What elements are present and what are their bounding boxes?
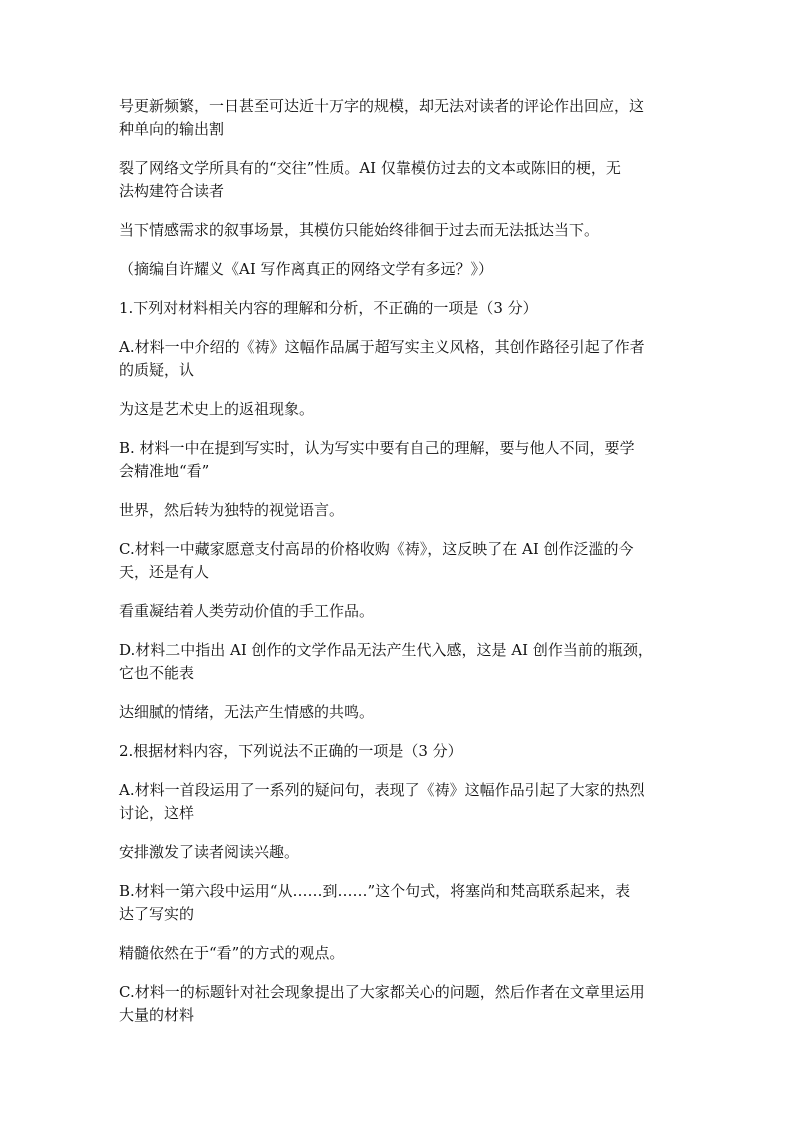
paragraph: [119, 841, 679, 864]
paragraph: [119, 701, 679, 724]
text-line: 当下情感需求的叙事场景，其模仿只能始终徘徊于过去而无法抵达当下。: [119, 221, 600, 239]
text-line: 会精准地“看”: [119, 462, 210, 480]
text-line: A.材料一首段运用了一系列的疑问句，表现了《祷》这幅作品引起了大家的热烈: [119, 781, 645, 799]
text-line: 为这是艺术史上的返祖现象。: [119, 400, 315, 418]
text-line: 看重凝结着人类劳动价值的手工作品。: [119, 602, 375, 620]
text-line: 它也不能表: [119, 664, 195, 682]
document-body: [119, 95, 679, 1043]
paragraph: [119, 740, 679, 763]
paragraph: [119, 600, 679, 623]
text-line: C.材料一中藏家愿意支付高昂的价格收购《祷》，这反映了在 AI 创作泛滥的今: [119, 540, 634, 558]
paragraph: [119, 880, 679, 926]
paragraph: [119, 981, 679, 1027]
text-line: 裂了网络文学所具有的“交往”性质。AI 仅靠模仿过去的文本或陈旧的梗，无: [119, 159, 621, 177]
paragraph: [119, 258, 679, 281]
paragraph: [119, 157, 679, 203]
text-line: A.材料一中介绍的《祷》这幅作品属于超写实主义风格，其创作路径引起了作者: [119, 338, 645, 356]
text-line: 的质疑，认: [119, 361, 195, 379]
text-line: 号更新频繁，一日甚至可达近十万字的规模，却无法对读者的评论作出回应，这: [119, 97, 645, 115]
paragraph: [119, 779, 679, 825]
paragraph: [119, 942, 679, 965]
paragraph: [119, 95, 679, 141]
paragraph: [119, 499, 679, 522]
text-line: D.材料二中指出 AI 创作的文学作品无法产生代入感，这是 AI 创作当前的瓶颈，: [119, 641, 653, 659]
paragraph: [119, 219, 679, 242]
text-line: 讨论，这样: [119, 804, 195, 822]
text-line: 达细腻的情绪，无法产生情感的共鸣。: [119, 703, 375, 721]
text-line: 2.根据材料内容，下列说法不正确的一项是（3 分）: [119, 742, 463, 760]
paragraph: [119, 336, 679, 382]
text-line: 达了写实的: [119, 905, 195, 923]
text-line: B. 材料一中在提到写实时，认为写实中要有自己的理解，要与他人不同，要学: [119, 439, 635, 457]
text-line: 1.下列对材料相关内容的理解和分析，不正确的一项是（3 分）: [119, 299, 538, 317]
text-line: 精髓依然在于“看”的方式的观点。: [119, 944, 345, 962]
text-line: （摘编自许耀义《AI 写作离真正的网络文学有多远？》）: [119, 260, 494, 278]
paragraph: [119, 398, 679, 421]
paragraph: [119, 538, 679, 584]
text-line: B.材料一第六段中运用“从……到……”这个句式，将塞尚和梵高联系起来，表: [119, 882, 631, 900]
paragraph: [119, 297, 679, 320]
text-line: 法构建符合读者: [119, 182, 225, 200]
text-line: 种单向的输出割: [119, 120, 225, 138]
text-line: 大量的材料: [119, 1006, 195, 1024]
paragraph: [119, 639, 679, 685]
text-line: C.材料一的标题针对社会现象提出了大家都关心的问题，然后作者在文章里运用: [119, 983, 645, 1001]
paragraph: [119, 437, 679, 483]
text-line: 安排激发了读者阅读兴趣。: [119, 843, 300, 861]
text-line: 天，还是有人: [119, 563, 210, 581]
text-line: 世界，然后转为独特的视觉语言。: [119, 501, 345, 519]
